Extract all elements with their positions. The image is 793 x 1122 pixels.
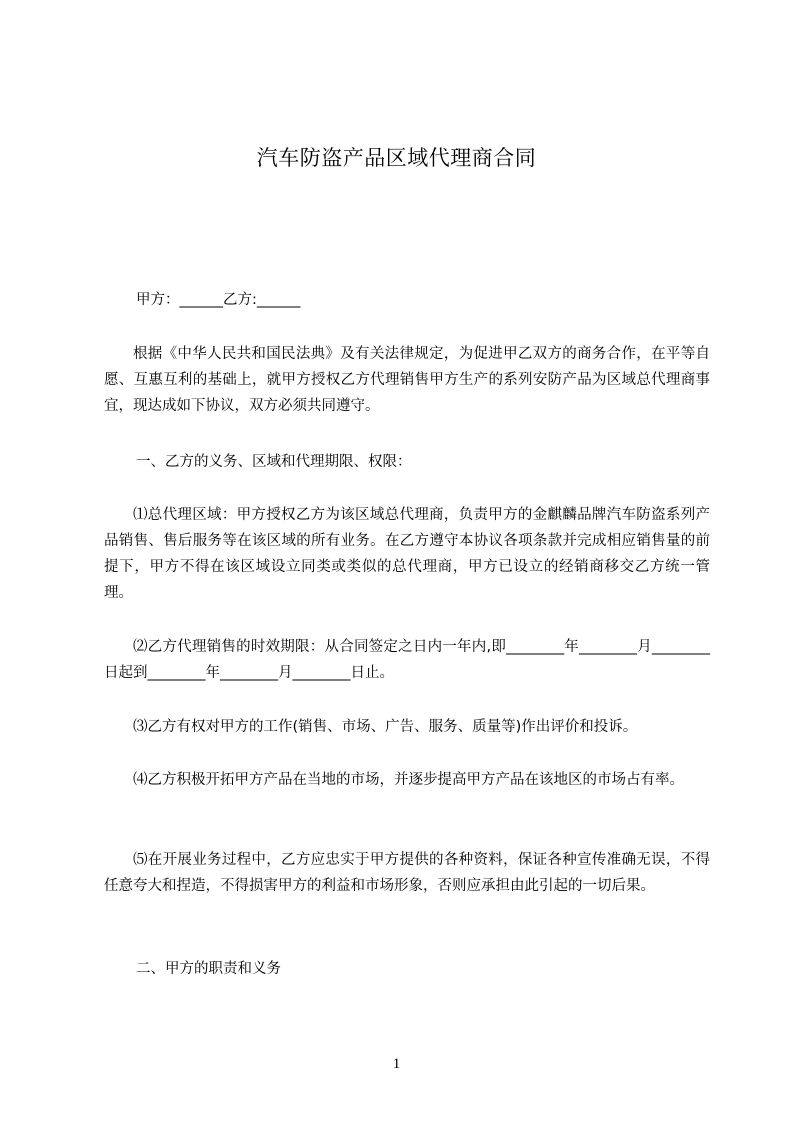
section-1-heading: 一、乙方的义务、区域和代理期限、权限： <box>136 454 412 470</box>
clause-4: ⑷乙方积极开拓甲方产品在当地的市场，并逐步提高甲方产品在该地区的市场占有率。 <box>133 772 684 788</box>
clause-2: ⑵乙方代理销售的时效期限：从合同签定之日内一年内,即________年________月________日起到________年________月________日止。 <box>104 639 710 681</box>
section-2-heading: 二、甲方的职责和义务 <box>136 961 281 977</box>
parties-line: 甲方：______乙方:______ <box>136 292 301 308</box>
intro-paragraph: 根据《中华人民共和国民法典》及有关法律规定，为促进甲乙双方的商务合作，在平等自 愿、互惠互利的基础上，就甲方授权乙方代理销售甲方生产的系列安防产品为区域总代理商事宜，现达成如下协议，双方必须共同遵守。 <box>104 346 725 414</box>
page-number: 1 <box>392 1056 401 1072</box>
clause-3: ⑶乙方有权对甲方的工作(销售、市场、广告、服务、质量等)作出评价和投诉。 <box>133 719 638 735</box>
clause-5: ⑸在开展业务过程中，乙方应忠实于甲方提供的各种资料，保证各种宣传准确无误，不得任意夸大和捏造，不得损害甲方的利益和市场形象，否则应承担由此引起的一切后果。 <box>104 852 710 894</box>
clause-1: ⑴总代理区域：甲方授权乙方为该区域总代理商，负责甲方的金麒麟品牌汽车防盗系列产品销售、售后服务等在该区域的所有业务。在乙方遵守本协议各项条款并完成相应销售量的前提下，甲方不得在该区域设立同类或类似的总代理商，甲方已设立的经销商移交乙方统一管理。 <box>104 507 710 601</box>
document-title: 汽车防盗产品区域代理商合同 <box>256 146 537 170</box>
